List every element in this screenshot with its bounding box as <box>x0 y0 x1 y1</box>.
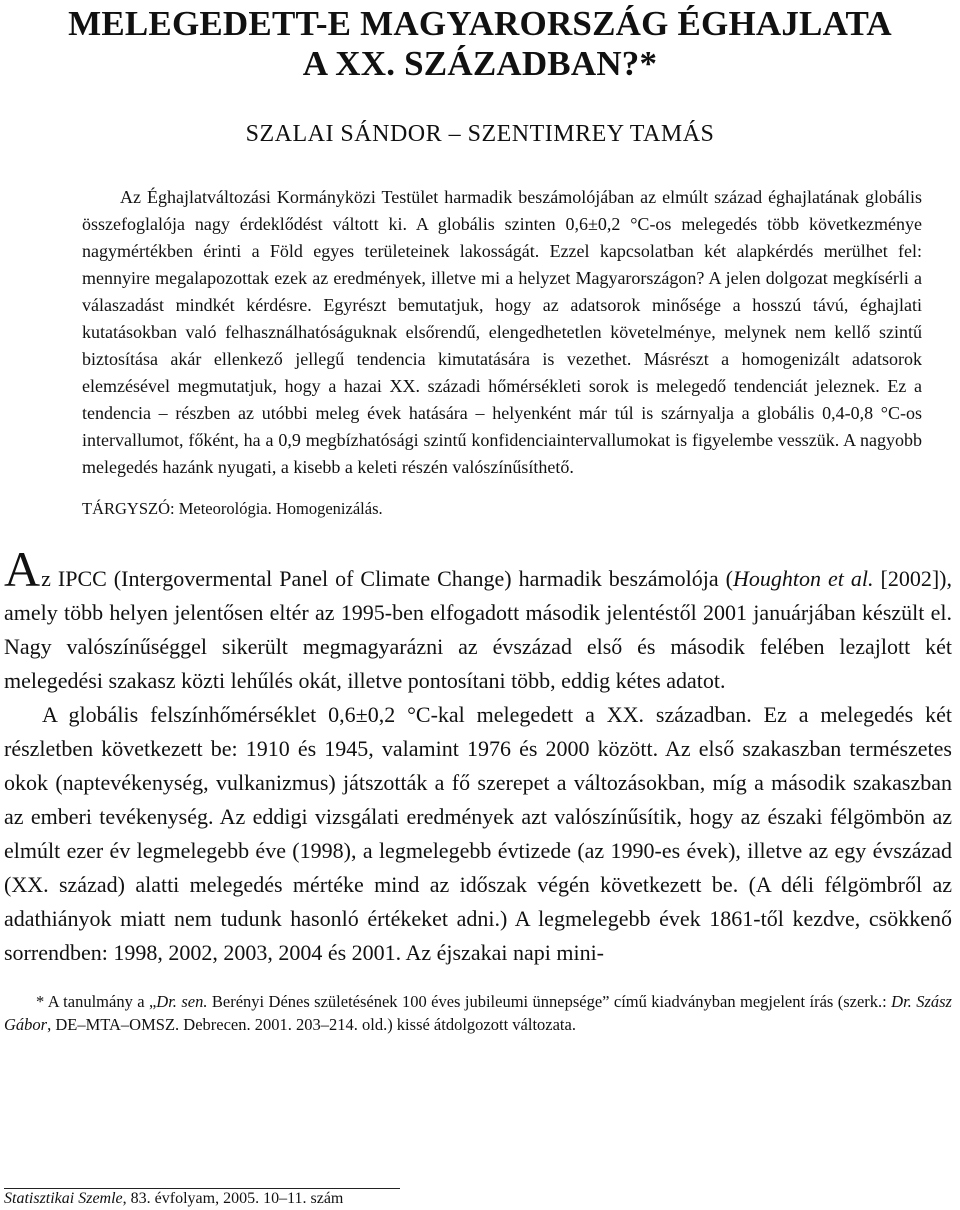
title-line-1: MELEGEDETT-E MAGYARORSZÁG ÉGHAJLATA <box>68 4 892 43</box>
citation-author: Houghton et al. <box>733 566 874 591</box>
body-paragraph-2: A globális felszínhőmérséklet 0,6±0,2 °C-kal melegedett a XX. században. Ez a melegedés két részletben következett be: 1910 és 1945, valamint 1976 és 2000 között. Az első szakaszban természetes okok (naptevékenység, vulkanizmus) játszották a fő szerepet a változásokban, míg a második szakaszban az emberi tevékenység. Az eddigi vizsgálati eredmények azt valószínűsítik, hogy az északi félgömbön az elmúlt ezer év legmelegebb éve (1998), a legmelegebb évtizede (az 1990-es évek), illetve az egy évszázad (XX. század) alatti melegedés mértéke mind az időszak végén következett be. (A déli félgömbről az adathiányok miatt nem tudunk hasonló értékeket adni.) A legmelegebb évek 1861-től kezdve, csökkenő sorrendben: 1998, 2002, 2003, 2004 és 2001. Az éjszakai napi mini- <box>4 702 952 965</box>
footnote-text <box>4 990 952 1036</box>
footnote-honorific: Dr. sen. <box>156 992 208 1011</box>
article-title <box>0 0 960 84</box>
body-paragraph-1 <box>4 541 952 698</box>
keywords: TÁRGYSZÓ: Meteorológia. Homogenizálás. <box>82 499 383 518</box>
footnote <box>4 990 952 1036</box>
title-line-2: A XX. SZÁZADBAN?* <box>302 44 658 83</box>
footnote-text-a: * A tanulmány a „ <box>36 992 157 1011</box>
footnote-text-b: születésének 100 éves jubileumi ünnepsége” című kiadványban megjelent írás (szerk.: <box>309 992 892 1011</box>
footnote-editor: Dr. Szász Gábor <box>4 992 952 1034</box>
abstract-text: Az Éghajlatváltozási Kormányközi Testület harmadik beszámolójában az elmúlt század éghajlatának globális összefoglalója nagy érdeklődést váltott ki. A globális szinten 0,6±0,2 °C-os melegedés több következménye nagymértékben érinti a Föld egyes területeinek lakosságát. Ezzel kapcsolatban két alapkérdés merülhet fel: mennyire megalapozottak ezek az eredmények, illetve mi a helyzet Magyarországon? A jelen dolgozat megkísérli a válaszadást mindkét kérdésre. Egyrészt bemutatjuk, hogy az adatsorok minősége a hosszú távú, éghajlati kutatásokban való felhasználhatóságuknak elsőrendű, elengedhetetlen követelménye, melynek nem kellő szintű biztosítása akár ellenkező jellegű tendencia kimutatására is vezethet. Másrészt a homogenizált adatsorok elemzésével megmutatjuk, hogy a hazai XX. századi hőmérsékleti sorok is melegedő tendenciát jeleznek. Ez a tendencia – részben az utóbbi meleg évek hatására – helyenként már túl is szárnyalja a globális 0,4-0,8 °C-os intervallumot, főként, ha a 0,9 megbízhatósági szintű konfidenciaintervallumokat is figyelembe vesszük. A nagyobb melegedés hazánk nyugati, a kisebb a keleti részén valószínűsíthető. <box>82 187 922 477</box>
journal-issue: , 83. évfolyam, 2005. 10–11. szám <box>122 1190 344 1207</box>
abstract <box>82 184 922 481</box>
drop-cap: A <box>4 541 41 597</box>
journal-reference <box>4 1189 343 1209</box>
article-body <box>4 541 952 970</box>
body-p1-text-b: [2002]), amely több helyen jelentősen eltér az 1995-ben elfogadott második jelentéstől 2001 januárjában készült el. Nagy valószínűséggel sikerült megmagyarázni az évszázad első és második felében lezajlott két melegedési szakasz közti lehűlés okát, illetve pontosítani több, eddig kétes adatot. <box>4 566 952 693</box>
journal-name: Statisztikai Szemle <box>4 1190 123 1207</box>
body-p1-text-a: z IPCC (Intergovermental Panel of Climate Change) harmadik beszámolója ( <box>41 566 733 591</box>
footnote-text-c: , DE–MTA–OMSZ. Debrecen. 2001. 203–214. old.) kissé átdolgozott változata. <box>47 1015 576 1034</box>
author-line: SZALAI SÁNDOR – SZENTIMREY TAMÁS <box>245 121 715 147</box>
footnote-name: Berényi Dénes <box>207 992 310 1011</box>
